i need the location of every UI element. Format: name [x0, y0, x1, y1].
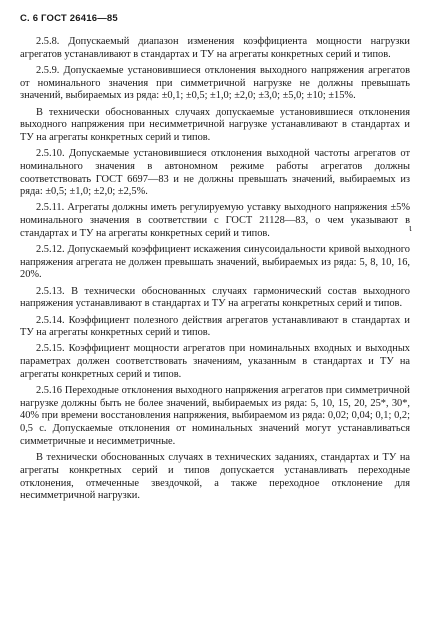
paragraph-2-5-16-note: В технически обоснованных случаях в технических заданиях, стандартах и ТУ на агрегаты конкретных серий и типов допускается устанавливать переходные отклонения, отмеченные звездочкой, а также переходное отклонение для несимметричной нагрузки.: [20, 452, 410, 502]
page-header: С. 6 ГОСТ 26416—85: [20, 13, 118, 24]
paragraph-2-5-8: 2.5.8. Допускаемый диапазон изменения коэффициента мощности нагрузки агрегатов устанавливают в стандартах и ТУ на агрегаты конкретных серий и типов.: [20, 36, 410, 60]
document-body: [20, 36, 410, 506]
paragraph-2-5-11: 2.5.11. Агрегаты должны иметь регулируемую уставку выходного напряжения ±5% номинального значения в соответствии с ГОСТ 21128—83, о чем указывают в стандартах и ТУ на агрегаты конкретных серий и типов.: [20, 202, 410, 239]
paragraph-2-5-10: 2.5.10. Допускаемые установившиеся отклонения выходной частоты агрегатов от номинального значения в автономном режиме работы агрегатов должны соответствовать ГОСТ 6697—83 и не должны превышать значений, выбираемых из ряда: ±0,5; ±1,0; ±2,0; ±2,5%.: [20, 148, 410, 198]
paragraph-2-5-15: 2.5.15. Коэффициент мощности агрегатов при номинальных входных и выходных параметрах должен соответствовать значениям, указанным в стандартах и ТУ на агрегаты конкретных серий и типов.: [20, 343, 410, 380]
paragraph-2-5-13: 2.5.13. В технически обоснованных случаях гармонический состав выходного напряжения устанавливают в стандартах и ТУ на агрегаты конкретных серий и типов.: [20, 285, 410, 310]
paragraph-2-5-12: 2.5.12. Допускаемый коэффициент искажения синусоидальности кривой выходного напряжения агрегата не должен превышать значений, выбираемых из ряда: 5, 8, 10, 16, 20%.: [20, 244, 410, 281]
margin-mark: ι: [409, 223, 412, 234]
paragraph-2-5-16: 2.5.16 Переходные отклонения выходного напряжения агрегатов при симметричной нагрузке должны быть не более значений, выбираемых из ряда: 5, 10, 15, 20, 25*, 30*, 40% при времени восстановления напряжения, выбираемом из ряда: 0,02; 0,04; 0,1; 0,2; 0,5 с. Допускаемые отклонения от номинальных значений могут устанавливаться симметричные и несимметричные.: [20, 385, 410, 447]
paragraph-2-5-9-note: В технически обоснованных случаях допускаемые установившиеся отклонения выходного напряжения при несимметричной нагрузке устанавливают в стандартах и ТУ на агрегаты конкретных серий и типов.: [20, 106, 410, 143]
paragraph-2-5-14: 2.5.14. Коэффициент полезного действия агрегатов устанавливают в стандартах и ТУ на агрегаты конкретных серий и типов.: [20, 314, 410, 339]
paragraph-2-5-9: 2.5.9. Допускаемые установившиеся отклонения выходного напряжения агрегатов от номинального значения при симметричной нагрузке не должны превышать значений, выбираемых из ряда: ±0,1; ±0,5; ±1,0; ±2,0; ±3,0; ±5,0; ±10; ±15%.: [20, 64, 410, 102]
